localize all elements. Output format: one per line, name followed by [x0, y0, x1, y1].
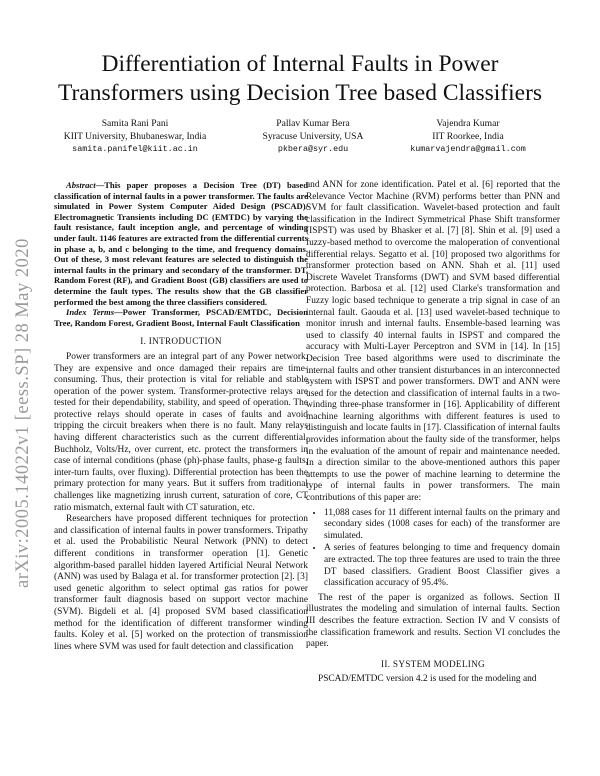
contribution-item: • A series of features belonging to time and frequency domain are extracted. The top three features are used to train the three DT based classifiers. Gradient Boost Classifier gives a classification accuracy of 95.4%.	[324, 543, 560, 589]
abstract-text: —This paper proposes a Decision Tree (DT) based classification of internal faults in a power transformer. The faults are simulated in Power System Computer Aided Design (PSCAD)/ Electromagnetic Transients including DC (EMTDC) by varying the fault resistance, fault inception angle, and percentage of winding under fault. 1146 features are extracted from the differential currents in phase a, b, and c belonging to the time, and frequency domains. Out of these, 3 most relevant features are selected to distinguish the internal faults in the primary and secondary of the transformer. DT, Random Forest (RF), and Gradient Boost (GB) classifiers are used to determine the fault types. The results show that the GB classifier performed the best among the three classifiers considered.	[54, 180, 308, 307]
index-terms-lead: Index Terms	[66, 307, 115, 318]
abstract-lead: Abstract	[66, 180, 96, 190]
index-terms	[54, 307, 308, 328]
section-heading-system-modeling: II. SYSTEM MODELING	[381, 658, 485, 669]
author-affiliation: KIIT University, Bhubaneswar, India	[63, 131, 207, 142]
author-affiliation: Syracuse University, USA	[262, 131, 364, 142]
author-name: Vajendra Kumar	[436, 118, 500, 129]
author-2	[238, 117, 388, 156]
system-modeling-text: PSCAD/EMTDC version 4.2 is used for the modeling and	[318, 674, 537, 685]
abstract	[54, 180, 308, 307]
author-email: pkbera@syr.edu	[277, 144, 349, 154]
arxiv-stamp-text: arXiv:2005.14022v1 [eess.SP] 28 May 2020	[13, 238, 33, 588]
author-email: kumarvajendra@gmail.com	[410, 144, 526, 154]
right-column	[306, 180, 560, 686]
author-1	[60, 117, 210, 156]
organization-paragraph: The rest of the paper is organized as follows. Section II illustrates the modeling and simulation of internal faults. Section III describes the feature extraction. Section IV and V consists of the classification framework and results. Section VI concludes the paper.	[306, 592, 560, 650]
author-3	[393, 117, 543, 156]
intro-paragraph: Power transformers are an integral part of any Power network. They are expensive and once damaged their repairs are time-consuming. Thus, their protection is vital for reliable and stable operation of the power system. Transformer-protective relays are tested for their dependability, stability, and speed of operation. The protective relays should operate in cases of faults and avoid tripping the circuit breakers when there is no fault. Many relays having different characteristics such as the current differential, Buchholz, Volts/Hz, over current, etc. protect the transformers in case of internal conditions (phase (ph)-phase faults, phase-g faults, inter-turn faults, over fluxing). Differential protection has been the primary protection for many years. But it suffers from traditional challenges like magnetizing inrush current, saturation of core, CT ratio mismatch, external fault with CT saturation, etc.	[54, 351, 308, 513]
author-affiliation: IIT Roorkee, India	[432, 131, 504, 142]
index-terms-text: —Power Transformer, PSCAD/EMTDC, Decision Tree, Random Forest, Gradient Boost, Internal Fault Classification	[54, 307, 309, 328]
author-name: Pallav Kumar Bera	[276, 118, 350, 129]
contribution-item: • 11,088 cases for 11 different internal faults on the primary and secondary sides (1008 cases for each) of the transformer are simulated.	[324, 508, 560, 543]
intro-paragraph: Researchers have proposed different techniques for protection and classification of internal faults in power transformers. Tripathy et al. used the Probabilistic Neural Network (PNN) to detect different conditions in transformer operation [1]. Genetic algorithm-based parallel hidden layered Artificial Neural Network (ANN) was used by Balaga et al. for transformer protection [2]. [3] used genetic algorithm to select optimal gas ratios for power transformer fault diagnosis based on support vector machine (SVM). Bigdeli et al. [4] proposed SVM based classification method for the identification of different transformer winding faults. Koley et al. [5] worked on the protection of transmission lines where SVM was used for fault detection and classification	[54, 514, 308, 652]
author-block	[60, 117, 552, 167]
author-name: Samita Rani Pani	[101, 118, 169, 129]
paper-title: Differentiation of Internal Faults in Power Transformers using Decision Tree based Classifiers	[57, 51, 543, 106]
author-email: samita.panifel@kiit.ac.in	[72, 144, 198, 154]
left-column	[54, 180, 308, 653]
related-work-paragraph: and ANN for zone identification. Patel et al. [6] reported that the Relevance Vector Machine (RVM) performs better than PNN and SVM for fault classification. Wavelet-based protection and fault classification in the Indirect Symmetrical Phase Shift transformer (ISPST) was used by Bhasker et al. [7] [8]. Shin et al. [9] used a fuzzy-based method to overcome the maloperation of conventional differential relays. Segatto et al. [10] proposed two algorithms for transformer protection based on ANN. Shah et al. [11] used Discrete Wavelet Transforms (DWT) and SVM based differential protection. Barbosa et al. [12] used Clarke's transformation and Fuzzy logic based technique to generate a trip signal in case of an internal fault. Gaouda et al. [13] used wavelet-based technique to monitor inrush and internal faults. Ensemble-based learning was used to classify 40 internal faults in ISPST and compared the accuracy with Multi-Layer Perceptron and SVM in [14]. In [15] Decision Tree based algorithms were used to discriminate the internal faults and other transient disturbances in an interconnected system with ISPST and power transformers. DWT and ANN were used for the detection and classification of internal faults in a two-winding three-phase transformer in [16]. Applicability of different machine learning algorithms with different features is used to distinguish and locate faults in [17]. Classification of internal faults provides information about the faulty side of the transformer, helps in the evaluation of the amount of repair and maintenance needed. In a direction similar to the above-mentioned authors this paper attempts to use the power of machine learning to determine the type of internal faults in power transformers. The main contributions of this paper are:	[306, 180, 560, 504]
section-heading-introduction: I. INTRODUCTION	[140, 336, 222, 347]
contributions-list	[306, 508, 560, 590]
